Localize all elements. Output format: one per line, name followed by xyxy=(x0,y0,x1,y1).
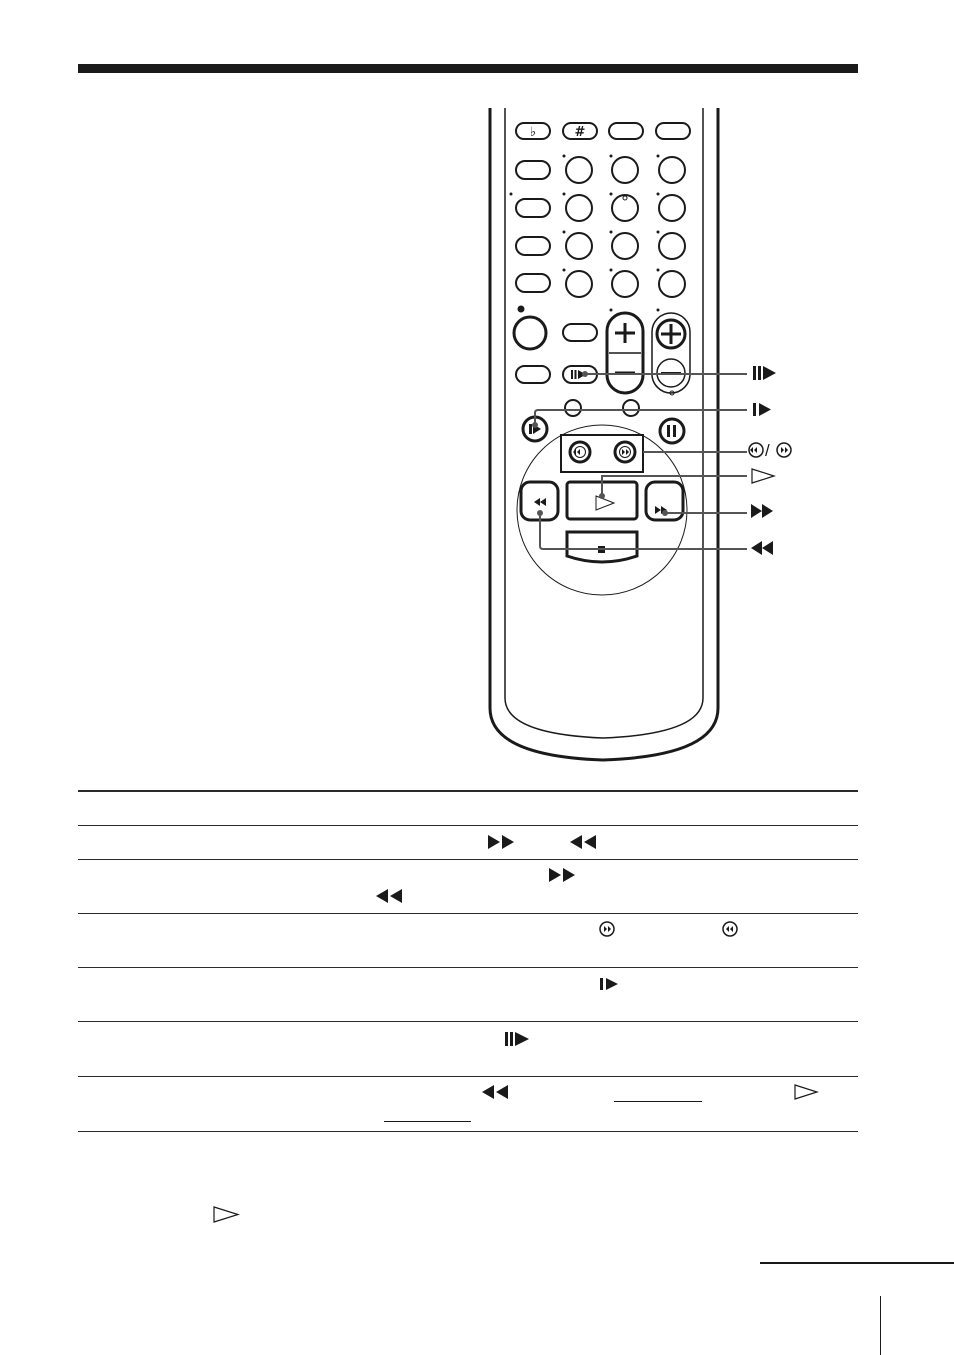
number-key-2[interactable] xyxy=(612,157,638,183)
table-top-rule xyxy=(78,790,858,792)
rewind-icon xyxy=(374,888,408,904)
table-row-rule xyxy=(78,913,858,914)
flat-label: ♭ xyxy=(529,125,537,140)
number-key-4[interactable] xyxy=(566,195,592,221)
table-row-rule xyxy=(78,859,858,860)
play-icon xyxy=(212,1206,242,1223)
power-button[interactable] xyxy=(514,317,546,349)
table-bottom-rule xyxy=(78,1131,858,1132)
left-pill-2[interactable] xyxy=(516,199,550,217)
left-pill-3[interactable] xyxy=(516,237,550,255)
callout-frame-advance-icon xyxy=(753,403,771,416)
callout-slow-play-icon xyxy=(753,366,776,380)
number-key-9[interactable] xyxy=(659,233,685,259)
remote-control-illustration xyxy=(485,108,815,768)
skip-forward-icon xyxy=(598,920,616,938)
stop-button[interactable] xyxy=(567,532,637,562)
number-key-8[interactable] xyxy=(612,233,638,259)
sharp-label: # xyxy=(574,125,586,140)
number-key-0[interactable] xyxy=(612,271,638,297)
skip-back-button[interactable] xyxy=(570,442,590,462)
rewind-icon xyxy=(568,834,602,850)
number-key-6[interactable] xyxy=(659,195,685,221)
left-pill-5[interactable] xyxy=(516,366,550,383)
top-header-rule xyxy=(78,64,858,73)
number-key-10[interactable] xyxy=(566,271,592,297)
volume-up-button[interactable] xyxy=(657,320,685,348)
callout-skip-back-icon xyxy=(749,443,763,457)
number-key-5[interactable] xyxy=(612,195,638,221)
left-pill-1[interactable] xyxy=(516,161,550,179)
continued-rule xyxy=(760,1262,954,1264)
top-button-4[interactable] xyxy=(656,123,690,139)
mid-pill-button[interactable] xyxy=(563,324,597,341)
small-round-button-1[interactable] xyxy=(565,400,581,416)
small-round-button-2[interactable] xyxy=(623,400,639,416)
blank-underline xyxy=(384,1121,471,1122)
slow-play-icon xyxy=(503,1031,535,1047)
callout-skip-forward-icon xyxy=(777,443,791,457)
page-side-rule xyxy=(880,1296,881,1355)
skip-forward-button[interactable] xyxy=(615,442,635,462)
blank-underline xyxy=(614,1101,702,1102)
table-row-rule xyxy=(78,967,858,968)
fast-forward-icon xyxy=(486,834,520,850)
number-key-7[interactable] xyxy=(566,233,592,259)
fast-forward-icon xyxy=(547,867,581,883)
table-row-rule xyxy=(78,1021,858,1022)
table-header-rule xyxy=(78,825,858,826)
pause-button[interactable] xyxy=(660,419,684,443)
top-button-3[interactable] xyxy=(609,123,643,139)
callout-play-icon xyxy=(752,469,774,483)
table-row-rule xyxy=(78,1076,858,1077)
callout-slash: / xyxy=(765,441,770,460)
callout-rewind-icon xyxy=(751,541,773,555)
play-icon xyxy=(793,1084,821,1100)
rewind-icon xyxy=(480,1084,514,1100)
number-key-1[interactable] xyxy=(566,157,592,183)
sharp-button[interactable] xyxy=(563,123,597,140)
skip-back-icon xyxy=(721,920,739,938)
left-pill-4[interactable] xyxy=(516,274,550,292)
flat-button[interactable] xyxy=(516,123,550,140)
channel-rocker[interactable] xyxy=(607,313,643,393)
number-key-enter[interactable] xyxy=(659,271,685,297)
callout-skip-pair-icon xyxy=(749,441,791,460)
number-key-3[interactable] xyxy=(659,157,685,183)
callout-fast-forward-icon xyxy=(751,504,773,518)
frame-advance-icon xyxy=(598,976,624,992)
